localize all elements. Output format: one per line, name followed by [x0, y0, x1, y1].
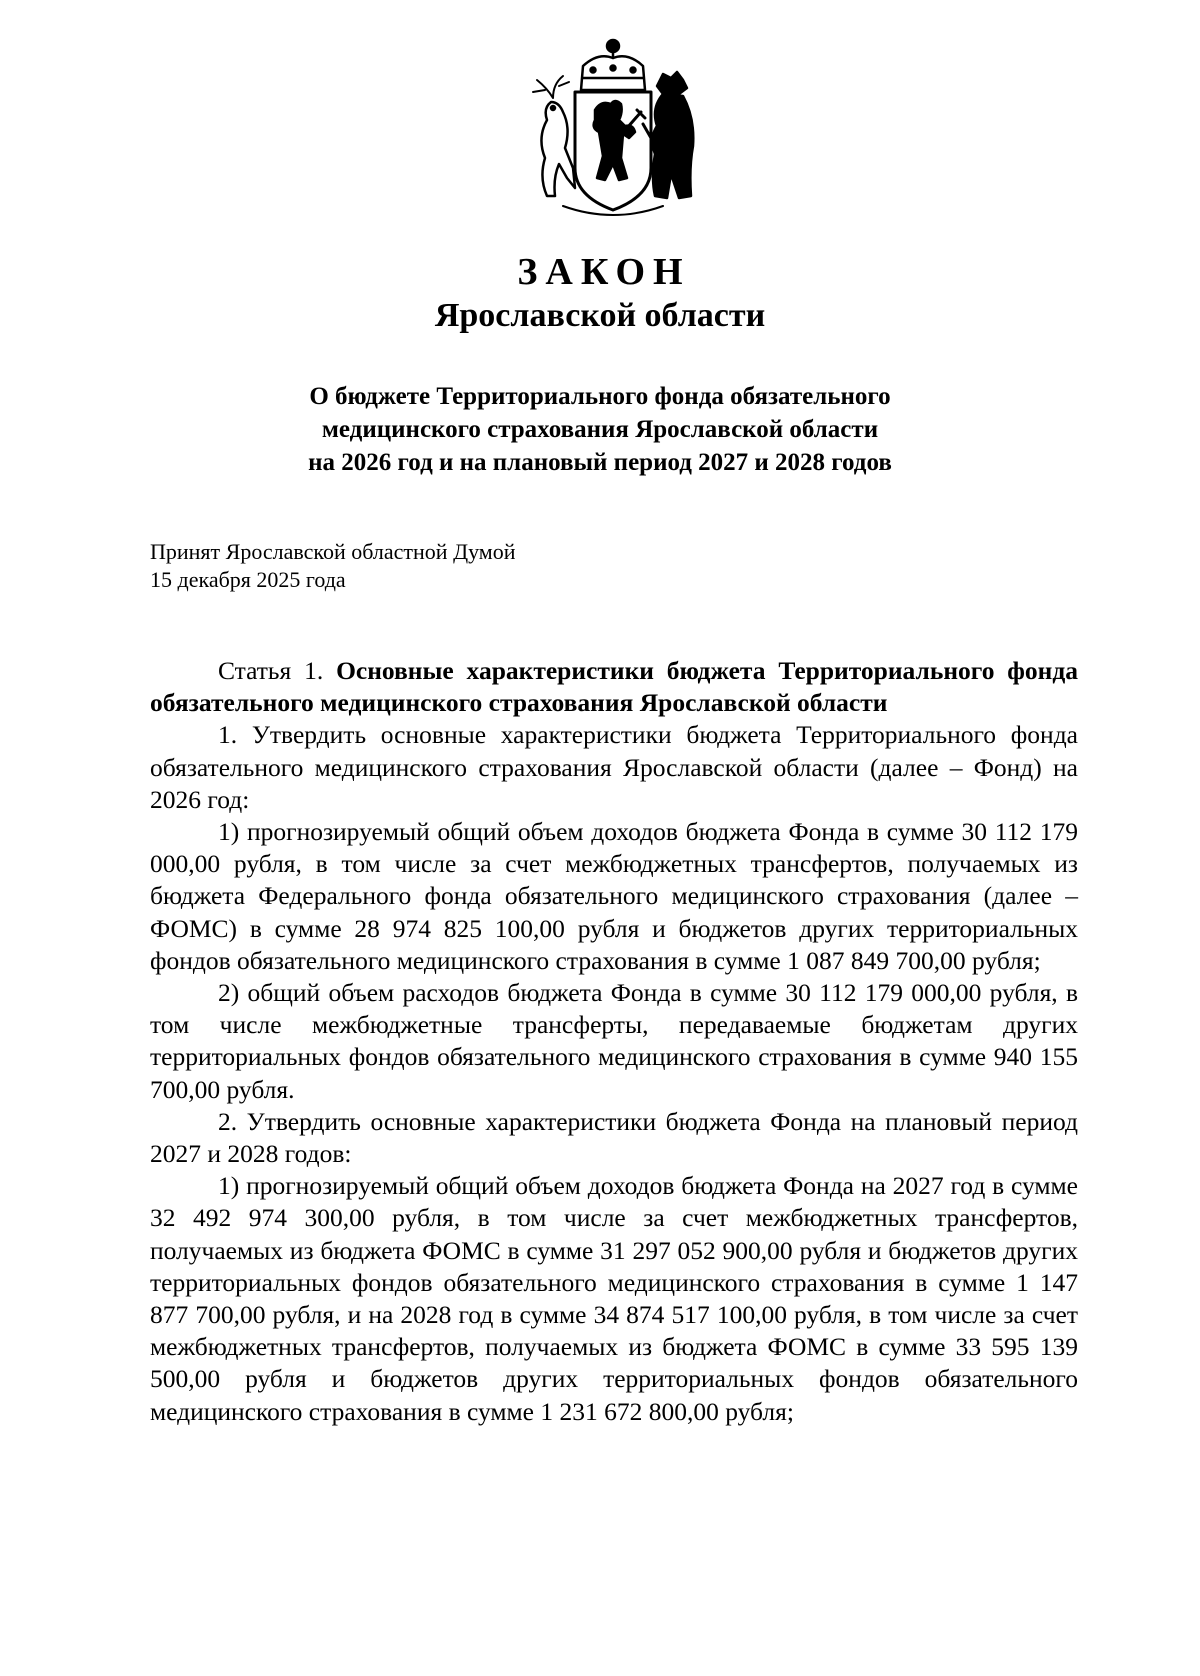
adoption-note	[150, 538, 516, 594]
law-subject-line: О бюджете Территориального фонда обязательного	[309, 383, 891, 410]
law-subject-line: медицинского страхования Ярославской области	[321, 416, 879, 443]
coat-of-arms-emblem	[523, 28, 703, 226]
article-paragraph: 1. Утвердить основные характеристики бюджета Территориального фонда обязательного медицинского страхования Ярославской области (далее – Фонд) на 2026 год:	[150, 720, 1078, 814]
article-paragraph: 2) общий объем расходов бюджета Фонда в сумме 30 112 179 000,00 рубля, в том числе межбюджетные трансферты, передаваемые бюджетам других территориальных фондов обязательного медицинского страхования в сумме 940 155 700,00 рубля.	[150, 978, 1078, 1104]
article-paragraph: 1) прогнозируемый общий объем доходов бюджета Фонда на 2027 год в сумме 32 492 974 300,00 рубля, в том числе за счет межбюджетных трансфертов, получаемых из бюджета ФОМС в сумме 31 297 052 900,00 рубля и бюджетов других территориальных фондов обязательного медицинского страхования в сумме 1 147 877 700,00 рубля, и на 2028 год в сумме 34 874 517 100,00 рубля, в том числе за счет межбюджетных трансфертов, получаемых из бюджета ФОМС в сумме 33 595 139 500,00 рубля и бюджетов других территориальных фондов обязательного медицинского страхования в сумме 1 231 672 800,00 рубля;	[150, 1171, 1078, 1426]
article-heading	[150, 655, 1078, 719]
law-subject-line: на 2026 год и на плановый период 2027 и 2028 годов	[308, 449, 892, 476]
document-title-block	[0, 250, 1200, 338]
article-number: Статья 1.	[218, 656, 324, 685]
article-paragraph: 1) прогнозируемый общий объем доходов бюджета Фонда в сумме 30 112 179 000,00 рубля, в том числе за счет межбюджетных трансфертов, получаемых из бюджета Федерального фонда обязательного медицинского страхования (далее – ФОМС) в сумме 28 974 825 100,00 рубля и бюджетов других территориальных фондов обязательного медицинского страхования в сумме 1 087 849 700,00 рубля;	[150, 817, 1078, 975]
article-title: Основные характеристики бюджета Территориального фонда обязательного медицинского страхования Ярославской области	[150, 656, 1079, 718]
document-region: Ярославской области	[434, 297, 766, 334]
law-subject	[0, 380, 1200, 479]
adoption-body: Принят Ярославской областной Думой	[150, 539, 516, 564]
adoption-date: 15 декабря 2025 года	[150, 567, 346, 592]
article-paragraph: 2. Утвердить основные характеристики бюджета Фонда на плановый период 2027 и 2028 годов:	[150, 1106, 1078, 1169]
article-1	[150, 655, 1078, 1428]
document-title: ЗАКОН	[517, 251, 691, 293]
